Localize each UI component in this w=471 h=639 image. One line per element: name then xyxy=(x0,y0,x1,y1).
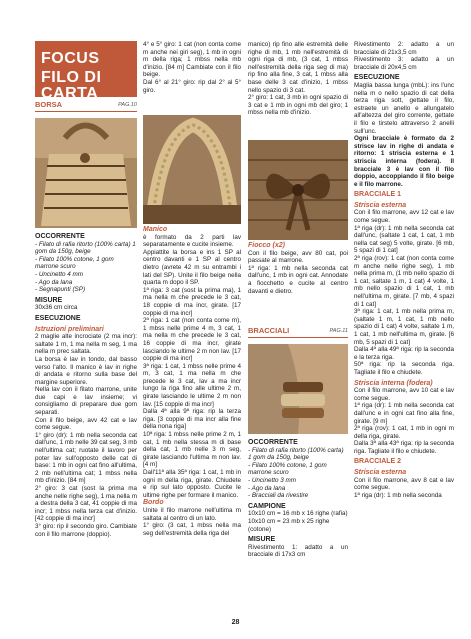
subheading-bordo: Bordo xyxy=(143,499,164,507)
subheading: Istruzioni preliminari xyxy=(35,325,104,333)
column-3-text-top xyxy=(248,41,348,117)
subheading: Striscia interna (fodera) xyxy=(354,379,433,387)
paragraph: 3ª riga: 1 cat, 1 mb nella prima m, (saltate 1 m, 1 cat, 1 mb nello spazio di 1 cat) 4 volte, saltate 1 m, 1 cat, 1 mb nell'ultima m, girate. [6 mb, 5 spazi di 1 cat] xyxy=(354,308,454,346)
paragraph: è formato da 2 parti lav separatamente e cucite insieme. xyxy=(143,233,241,249)
paragraph: 10x10 cm = 16 mb x 16 righe (rafia) xyxy=(248,510,348,518)
bag-photo xyxy=(35,118,137,228)
paragraph: 1ª riga (dr): 1 mb nella seconda xyxy=(354,491,442,499)
column-2-text xyxy=(143,226,241,537)
paragraph: 3ª riga: 1 cat, 1 mbss nelle prime 4 m, 3 cat, 1 ma nella m che precede le 3 cat, lav a ma incr lungo la riga fino alle ultime 2 m, girate lasciando le ultime 2 m non lav. [15 coppie di ma incr] xyxy=(143,362,241,408)
paragraph: 1° giro: (3 cat, 1 mbss nella ma seg dell'estremità della riga del xyxy=(143,522,241,537)
paragraph: 10ª riga: 1 mbss nelle prime 2 m, 1 cat, 1 mb nella stessa m di base della cat, 1 mb nelle 3 m seg, girate lasciando l'ultima m non lav. [4 m] xyxy=(143,431,241,469)
heading: MISURE xyxy=(248,536,276,544)
header-title-line1: FOCUS xyxy=(41,50,100,67)
paragraph: 1ª riga (dr): 1 mb nella seconda cat dall'unc e in ogni cat fino alla fine, girate. [9 m] xyxy=(354,402,454,425)
paragraph: 30x36 cm circa xyxy=(35,304,78,312)
handle-photo xyxy=(143,115,241,224)
material-item: - Filato di rafia ritorto (100% carta) 1 gom da 150g, beige xyxy=(35,240,136,256)
subheading: Striscia esterna xyxy=(354,201,407,209)
paragraph: 1ª riga (dr): 1 mb nella seconda cat dall'unc, (saltate 1 cat, 1 cat, 1 mb nella cat seg) 5 volte, girate. [6 mb, 5 spazi di 1 cat] xyxy=(354,224,454,255)
material-item: - Uncinetto 3 mm xyxy=(248,476,296,484)
material-item: - Ago da lana xyxy=(35,278,73,286)
paragraph: 4° e 5° giro: 1 cat (non conta come m anche nei giri seg), 1 mb in ogni m della riga; 1 mbss nella mb d'inizio. [84 m] Cambiate con il filo beige. xyxy=(143,41,241,79)
section-header-bracciali xyxy=(248,326,348,338)
header-banner xyxy=(35,41,137,102)
section-title: BRACCIALI xyxy=(248,326,290,335)
paragraph: 1ª riga: 3 cat (sost la prima ma), 1 ma nella m che precede le 3 cat, 18 coppie di ma incr, girate. [17 coppie di ma incr] xyxy=(143,286,241,317)
paragraph: Dalla 3ª alla 43ª riga: rip la seconda riga. Tagliate il filo e chiudete. xyxy=(354,440,454,455)
column-1-text xyxy=(35,230,137,538)
heading: ESECUZIONE xyxy=(354,74,400,82)
paragraph: Ogni bracciale è formato da 2 strisce lav in righe di andata e ritorno: 1 striscia esterna e 1 striscia interna (fodera). Il bracciale 3 è lav con il filo doppio, accoppiando il filo beige e il filo marrone. xyxy=(354,135,454,188)
paragraph: Rivestimento 3: adatto a un bracciale di 20x4,5 cm xyxy=(354,56,454,71)
paragraph: 50ª riga: rip la seconda riga. Tagliate il filo e chiudete. xyxy=(354,361,454,376)
paragraph: Unite il filo marrone nell'ultima m saltata al centro di un lato. xyxy=(143,506,241,522)
paragraph: 2ª riga: 1 cat (non conta come m), 1 mbss nelle prime 4 m, 3 cat, 1 ma nella m che precede le 3 cat, 16 coppie di ma incr, girate lasciando le ultime 2 m non lav. [17 coppie di ma incr] xyxy=(143,317,241,363)
heading: OCCORRENTE xyxy=(35,233,85,240)
photo-caption-manico: Manico xyxy=(143,226,168,233)
page-number: 28 xyxy=(231,619,240,626)
column-4-text xyxy=(354,41,454,499)
paragraph: manico) rip fino alle estremità delle righe di mb, 1 mb nell'estremità di ogni riga di mb, (3 cat, 1 mbss nell'estremità della riga seg di ma) rip fino alla fine, 3 cat, 1 mbss alla base delle 3 cat d'inizio, 1 mbss nello spazio di 3 cat. xyxy=(248,41,348,94)
paragraph: Dal 6° al 21° giro: rip dal 2° al 5° giro. xyxy=(143,78,241,94)
material-item: - Filato di rafia ritorto (100% carta) 1 gom da 150g, beige xyxy=(248,446,344,462)
bow-photo xyxy=(248,140,348,240)
heading: OCCORRENTE xyxy=(248,439,298,446)
paragraph: 2ª riga (rov): 1 cat, 1 mb in ogni m della riga, girate. xyxy=(354,425,454,440)
section-header-borsa xyxy=(35,100,137,112)
bracelets-photo xyxy=(248,344,348,434)
subheading: BRACCIALE 2 xyxy=(354,458,402,466)
paragraph: Nella lav con il filato marrone, unite due capi e lav insieme; vi consigliamo di preparare due gom separati. xyxy=(35,386,137,417)
page-reference: PAG.11 xyxy=(329,328,348,334)
header-title-line2: FILO DI CARTA xyxy=(41,69,102,102)
subheading: BRACCIALE 1 xyxy=(354,191,402,199)
paragraph: 2° giro: 1 cat, 3 mb in ogni spazio di 3 cat e 1 mb in ogni mb del giro; 1 mbss nella mb d'inizio. xyxy=(248,94,348,117)
paragraph: Con il filo marrone, avv 8 cat e lav come segue. xyxy=(354,476,454,492)
heading: MISURE xyxy=(35,296,63,304)
handle-illustration xyxy=(143,115,241,224)
paragraph: Dalla 4ª alla 9ª riga: rip la terza riga. [3 coppie di ma incr alla fine della nona riga] xyxy=(143,408,241,431)
subheading: Striscia esterna xyxy=(354,469,407,477)
paragraph: 1° giro (dr): 1 mb nella seconda cat dall'unc, 1 mb nelle 39 cat seg, 3 mb nell'ultima cat; ruotate il lavoro per poter lav sull'opposto delle cat di base: 1 mb in ogni cat fino all'ultima, 2 mb nell'ultima cat; 1 mbss nella mb d'inizio. [84 m] xyxy=(35,431,138,485)
column-2-text-top xyxy=(143,41,241,94)
material-item: - Filato 100% cotone, 1 gom marrone scuro xyxy=(248,461,327,477)
paragraph: Con il filo beige, avv 80 cat, poi passate al marrone. xyxy=(248,249,348,265)
bracelets-illustration xyxy=(248,344,348,434)
section-title: BORSA xyxy=(35,100,63,109)
paragraph: 10x10 cm = 23 mb x 25 righe (cotone) xyxy=(248,517,330,533)
bag-illustration xyxy=(35,118,137,228)
material-item: - Bracciali da rivestire xyxy=(248,492,309,500)
material-item: - Filato 100% cotone, 1 gom marrone scuro xyxy=(35,255,114,271)
paragraph: La borsa è lav in tondo, dal basso verso l'alto. Il manico è lav in righe di andata e ritorno sulla base del margine superiore. xyxy=(35,355,137,386)
photo-caption-fiocco: Fiocco (x2) xyxy=(248,242,285,249)
paragraph: 3° giro: rip il secondo giro. Cambiate con il filo marrone (doppio). xyxy=(35,522,137,538)
paragraph: Appiattite la borsa e ins 1 SP al centro davanti e 1 SP al centro dietro (avrete 42 m su entrambi i lati del SP). Unite il filo beige nella quarta m dopo il SP. xyxy=(143,248,241,287)
material-item: - Segnapunti (SP) xyxy=(35,286,86,294)
paragraph: 2ª riga (rov): 1 cat (non conta come m anche nelle righe seg), 1 mb nella prima m, (1 mb nello spazio di 1 cat, saltate 1 m, 1 cat) 4 volte, 1 mb nello spazio di 1 cat, 1 mb nell'ultima m, girate. [7 mb, 4 spazi di 1 cat] xyxy=(354,255,454,308)
paragraph: 2° giro: 3 cat (sost la prima ma anche nelle righe seg), 1 ma nella m a destra della 3 cat, 41 coppie di ma incr; 1 mbss nella terza cat d'inizio. [42 coppie di ma incr] xyxy=(35,485,137,523)
paragraph: Rivestimento 1: adatto a un bracciale di 17x3 cm xyxy=(248,543,348,559)
material-item: - Ago da lana xyxy=(248,484,286,492)
bow-text xyxy=(248,242,348,295)
heading: ESECUZIONE xyxy=(35,314,81,322)
paragraph: Dall'11ª alla 35ª riga: 1 cat, 1 mb in ogni m della riga, girate. Chiudete e rip sul lato opposto. Cucite le ultime righe per formare il manico. xyxy=(143,469,241,499)
paragraph: Con il filo marrone, avv 12 cat e lav come segue. xyxy=(354,209,454,225)
paragraph: 1ª riga: 1 mb nella seconda cat dall'unc, 1 mb in ogni cat. Annodate a fiocchetto e cucite al centro davanti e dietro. xyxy=(248,264,348,295)
paragraph: Con il filo beige, avv 42 cat e lav come segue. xyxy=(35,416,137,432)
paragraph: Rivestimento 2: adatto a un bracciale di 21x3,5 cm xyxy=(354,41,454,56)
heading: CAMPIONE xyxy=(248,502,286,510)
page-reference: PAG.10 xyxy=(118,102,137,108)
paragraph: 2 maglie alte incrociate (2 ma incr): saltate 1 m, 1 ma nella m seg, 1 ma nella m prec saltata. xyxy=(35,333,137,356)
bow-illustration xyxy=(248,140,348,240)
paragraph: Dalla 4ª alla 49ª riga: rip la seconda e la terza riga. xyxy=(354,346,454,361)
paragraph: Con il filo marrone, avv 10 cat e lav come segue. xyxy=(354,387,454,402)
column-3-text xyxy=(248,436,348,559)
paragraph: Maglia bassa lunga (mbL): ins l'unc nella m o nello spazio di cat della terza riga sott, gettate il filo, estraete un anello e allungatelo all'altezza del giro corrente, gettate il filo e tirstelo attraverso 2 anelli sull'unc. xyxy=(354,81,454,135)
material-item: - Uncinetto 4 mm xyxy=(35,270,83,278)
